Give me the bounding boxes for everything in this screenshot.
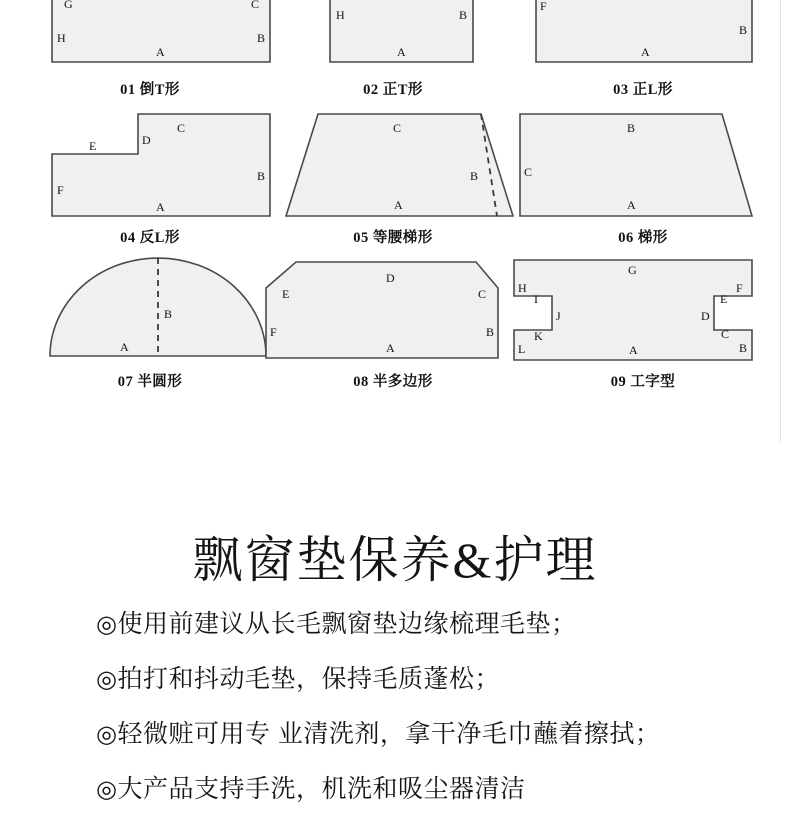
care-list-item-text: 大产品支持手洗，机洗和吸尘器清洁: [117, 775, 526, 803]
vertex-label: E: [720, 292, 728, 306]
vertex-label: D: [701, 309, 710, 323]
vertex-label: C: [251, 0, 260, 11]
vertex-label: F: [270, 325, 277, 339]
vertex-label: A: [627, 198, 636, 212]
circle-bullet-icon: ◎: [96, 610, 118, 638]
shape-cell-08: [248, 246, 538, 390]
shape-figure-semi-polygon: [248, 246, 538, 366]
vertex-label: A: [386, 341, 395, 355]
shape-outline-08: [266, 262, 498, 358]
shape-caption-08: 08 半多边形: [353, 374, 433, 390]
care-list-item-text: 拍打和抖动毛垫，保持毛质蓬松；: [117, 665, 500, 693]
care-section: [0, 444, 790, 803]
vertex-label: H: [336, 8, 345, 22]
care-list-item: [96, 722, 756, 747]
shape-caption-07: 07 半圆形: [117, 374, 183, 390]
circle-bullet-icon: ◎: [96, 720, 118, 748]
shape-cell-05: [248, 104, 538, 244]
vertex-label: B: [459, 8, 468, 22]
vertex-label: G: [64, 0, 73, 11]
care-section-title: 飘窗垫保养&护理: [192, 532, 598, 588]
vertex-label: B: [486, 325, 495, 339]
shape-caption-01: 01 倒T形: [120, 82, 180, 98]
vertex-label: L: [518, 342, 526, 356]
vertex-label: B: [164, 307, 173, 321]
vertex-label: A: [156, 45, 165, 59]
care-list-item: [96, 667, 756, 692]
vertex-label: F: [540, 0, 547, 13]
vertex-label: J: [556, 309, 561, 323]
care-list-item-text: 轻微赃可用专 业清洗剂，拿干净毛巾蘸着擦拭；: [117, 720, 661, 748]
vertex-label: F: [736, 281, 743, 295]
vertex-label: K: [534, 329, 543, 343]
vertex-label: G: [628, 263, 637, 277]
vertex-label: C: [524, 165, 533, 179]
shape-figure-upright-t: [248, 0, 538, 76]
shape-cell-06: [496, 104, 790, 244]
vertex-label: I: [534, 292, 538, 306]
vertex-label: A: [641, 45, 650, 59]
vertex-label: H: [57, 31, 66, 45]
vertex-label: F: [57, 183, 64, 197]
vertex-label: A: [397, 45, 406, 59]
shape-outline-06: [520, 114, 752, 216]
vertex-label: E: [282, 287, 290, 301]
vertex-label: D: [386, 271, 395, 285]
vertex-label: A: [120, 340, 129, 354]
vertex-label: B: [739, 23, 748, 37]
shape-caption-06: 06 梯形: [618, 230, 668, 246]
vertex-label: B: [257, 31, 266, 45]
shape-figure-isosceles-trapezoid: [248, 104, 538, 222]
vertex-label: C: [478, 287, 487, 301]
vertex-label: B: [470, 169, 479, 183]
vertex-label: H: [518, 281, 527, 295]
shape-caption-02: 02 正T形: [363, 82, 423, 98]
vertex-label: A: [394, 198, 403, 212]
vertex-label: C: [721, 327, 730, 341]
shape-caption-05: 05 等腰梯形: [353, 230, 433, 246]
shape-cell-09: [496, 246, 790, 390]
circle-bullet-icon: ◎: [96, 775, 118, 803]
vertex-label: E: [89, 139, 97, 153]
care-list-item: [96, 612, 756, 637]
shape-caption-04: 04 反L形: [120, 230, 180, 246]
shape-figure-upright-l: [496, 0, 790, 76]
vertex-label: C: [177, 121, 186, 135]
shape-figure-trapezoid: [496, 104, 790, 222]
vertex-label: B: [739, 341, 748, 355]
vertex-label: D: [142, 133, 151, 147]
shape-cell-03: [496, 0, 790, 96]
vertex-label: A: [629, 343, 638, 357]
circle-bullet-icon: ◎: [96, 665, 118, 693]
vertex-label: B: [627, 121, 636, 135]
vertex-label: B: [257, 169, 266, 183]
shape-figure-i-beam: [496, 246, 790, 366]
shape-cell-02: [248, 0, 538, 96]
shape-caption-03: 03 正L形: [613, 82, 673, 98]
care-instruction-list: [96, 612, 756, 832]
vertex-label: C: [393, 121, 402, 135]
shape-caption-09: 09 工字型: [610, 374, 676, 390]
vertex-label: A: [156, 200, 165, 214]
care-list-item-text: 使用前建议从长毛飘窗垫边缘梳理毛垫；: [117, 610, 577, 638]
